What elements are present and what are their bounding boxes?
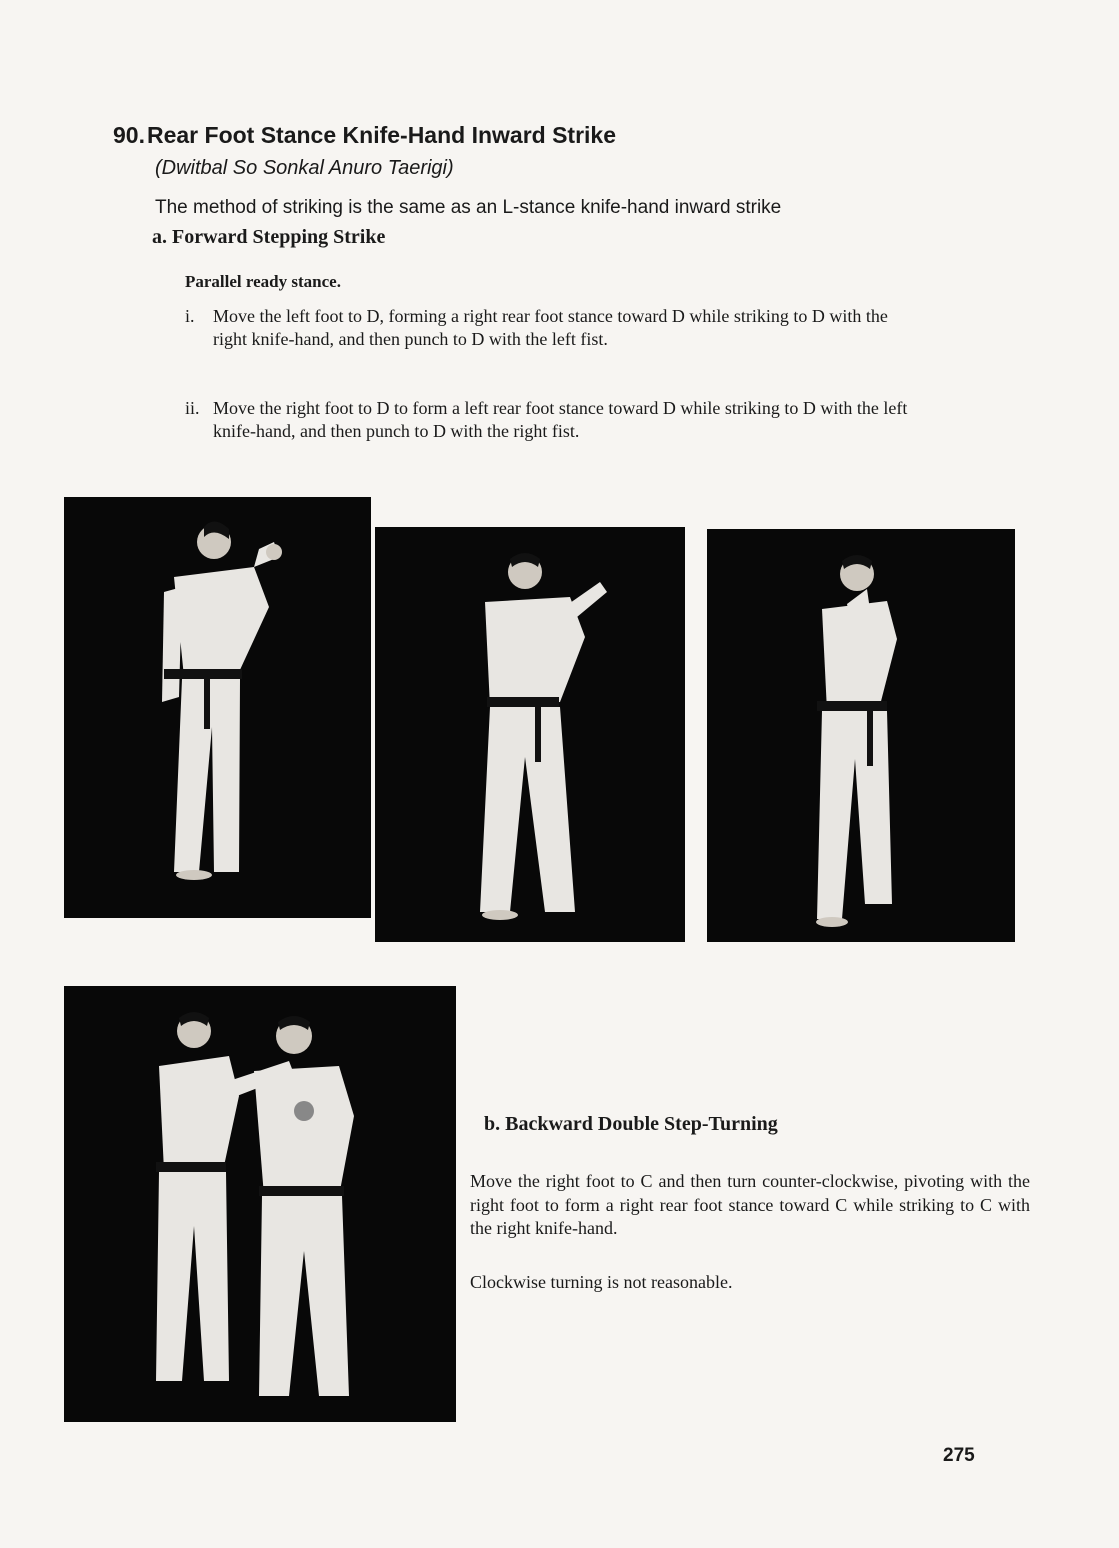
ready-stance-label: Parallel ready stance. (185, 272, 341, 291)
subsection-b-text: Move the right foot to C and then turn counter-clockwise, pivoting with the right foot to form a right rear foot stance toward C while striking to C with the right knife-hand. (470, 1171, 1030, 1238)
subsection-b-title: b. Backward Double Step-Turning (484, 1113, 778, 1135)
step-text: Move the right foot to D to form a left rear foot stance toward D while striking to D with the left knife-hand, and then punch to D with the right fist. (213, 398, 908, 441)
two-martial-artists-figure (64, 986, 456, 1422)
martial-artist-figure (64, 497, 371, 918)
photo-knife-hand-strike (375, 527, 685, 942)
subsection-a-title: a. Forward Stepping Strike (152, 226, 386, 248)
martial-artist-figure (707, 529, 1015, 942)
martial-artist-figure (375, 527, 685, 942)
step-text: Move the left foot to D, forming a right rear foot stance toward D while striking to D with the right knife-hand, and then punch to D with the left fist. (213, 306, 888, 349)
photo-ready-strike (64, 497, 371, 918)
step-marker: i. (185, 306, 195, 326)
step-marker: ii. (185, 398, 200, 418)
step-item (185, 305, 925, 351)
section-title: Rear Foot Stance Knife-Hand Inward Strike (146, 122, 617, 148)
step-item (185, 397, 925, 443)
intro-text: The method of striking is the same as an L-stance knife-hand inward strike (155, 197, 782, 218)
korean-term: (Dwitbal So Sonkal Anuro Taerigi) (155, 157, 454, 179)
subsection-b-note: Clockwise turning is not reasonable. (470, 1272, 733, 1292)
photo-punch (707, 529, 1015, 942)
page-number: 275 (943, 1445, 975, 1466)
section-number: 90. (113, 122, 145, 148)
section-heading (113, 122, 616, 149)
photo-backward-turning (64, 986, 456, 1422)
